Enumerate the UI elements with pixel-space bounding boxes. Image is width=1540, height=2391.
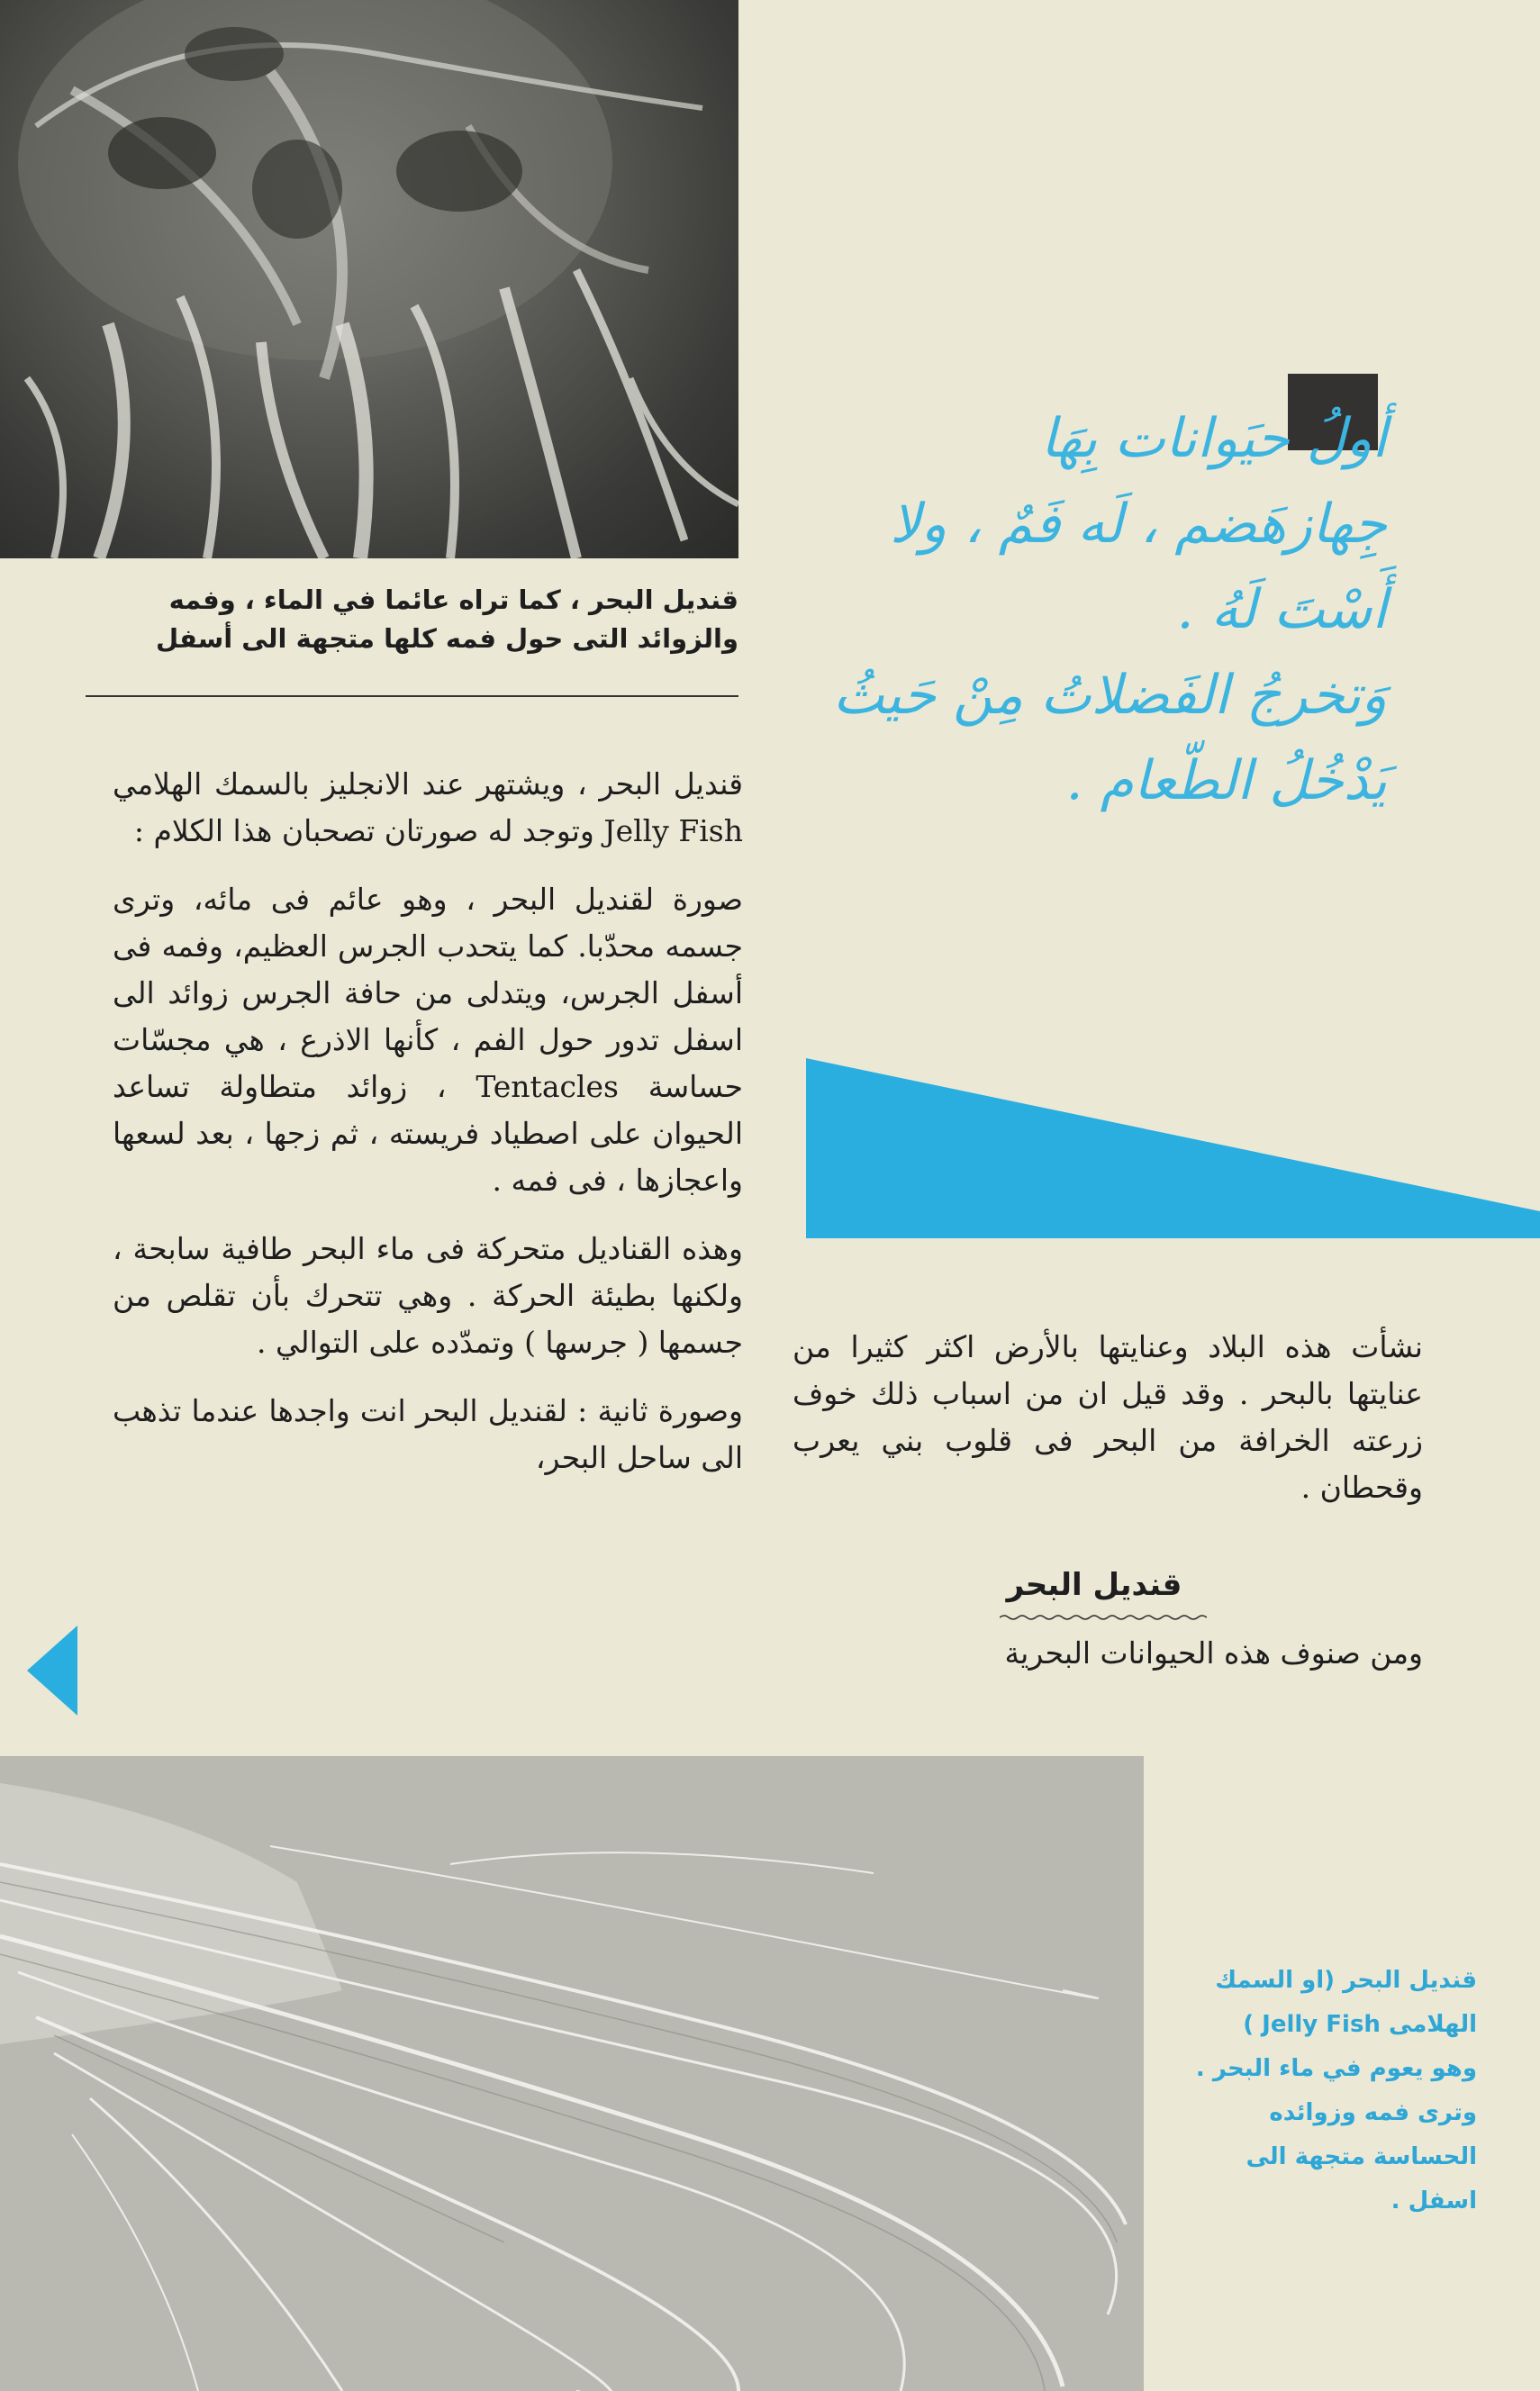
headline-line: وَتخرجُ الفَضلاتُ مِنْ حَيثُ	[833, 664, 1387, 727]
caption-line: وهو يعوم في ماء البحر .	[1195, 2055, 1477, 2082]
left-column-body	[793, 1324, 1423, 1511]
paragraph: نشأت هذه البلاد وعنايتها بالأرض اكثر كثيرا من عنايتها بالبحر . وقد قيل ان من اسباب ذلك خوف زرعته الخرافة من البحر فى قلوب بني يعرب وقحطان .	[793, 1329, 1423, 1505]
subhead-paragraph: ومن صنوف هذه الحيوانات البحرية	[1004, 1635, 1423, 1671]
paragraph: صورة لقنديل البحر ، وهو عائم فى مائه، وترى جسمه محدّبا. كما يتحدب الجرس العظيم، وفمه فى أسفل الجرس، ويتدلى من حافة الجرس زوائد الى اسفل تدور حول الفم ، كأنها الاذرع ، هي مجسّات حساسة Tentacles ، زوائد متطاولة تساعد الحيوان على اصطياد فريسته ، ثم زجها ، بعد لسعها واعجازها ، فى فمه .	[113, 882, 743, 1198]
headline-line: يَدْخُلُ الطّعام .	[1065, 749, 1387, 812]
paragraph: وصورة ثانية : لقنديل البحر انت واجدها عندما تذهب الى ساحل البحر،	[113, 1393, 743, 1475]
headline-line: أولُ حيَوانات بِهَا	[1040, 407, 1387, 470]
continue-arrow-icon	[27, 1626, 77, 1716]
subhead-underline	[1000, 1614, 1207, 1621]
caption-line: وترى فمه وزوائده	[1269, 2099, 1477, 2126]
photo-bottom-caption	[1153, 1959, 1477, 2223]
caption-line: قنديل البحر (او السمك	[1215, 1967, 1477, 1994]
headline-line: أَسْتَ لَهُ .	[1176, 578, 1387, 641]
headline	[793, 396, 1387, 824]
caption-line: الهلامى Jelly Fish )	[1243, 2011, 1477, 2038]
divider	[86, 695, 738, 697]
jellyfish-photo-bottom	[0, 1756, 1144, 2391]
right-column-body	[113, 761, 743, 1503]
headline-line: جِهازهَضم ، لَه فَمٌ ، ولا	[890, 493, 1387, 556]
paragraph: وهذه القناديل متحركة فى ماء البحر طافية سابحة ، ولكنها بطيئة الحركة . وهي تتحرك بأن تقلص من جسمها ( جرسها ) وتمدّده على التوالي .	[113, 1231, 743, 1360]
caption-line: قنديل البحر ، كما تراه عائما في الماء ، وفمه	[168, 584, 738, 615]
caption-line: اسفل .	[1391, 2187, 1477, 2214]
caption-line: والزوائد التى حول فمه كلها متجهة الى أسفل	[156, 623, 738, 654]
section-subhead: قنديل البحر	[1006, 1567, 1182, 1603]
jellyfish-photo-top	[0, 0, 738, 558]
cyan-wedge-decoration	[806, 1058, 1540, 1238]
paragraph: قنديل البحر ، ويشتهر عند الانجليز بالسمك الهلامي Jelly Fish وتوجد له صورتان تصحبان هذا الكلام :	[113, 766, 743, 848]
photo-top-caption	[86, 581, 738, 658]
caption-line: الحساسة متجهة الى	[1246, 2143, 1477, 2170]
